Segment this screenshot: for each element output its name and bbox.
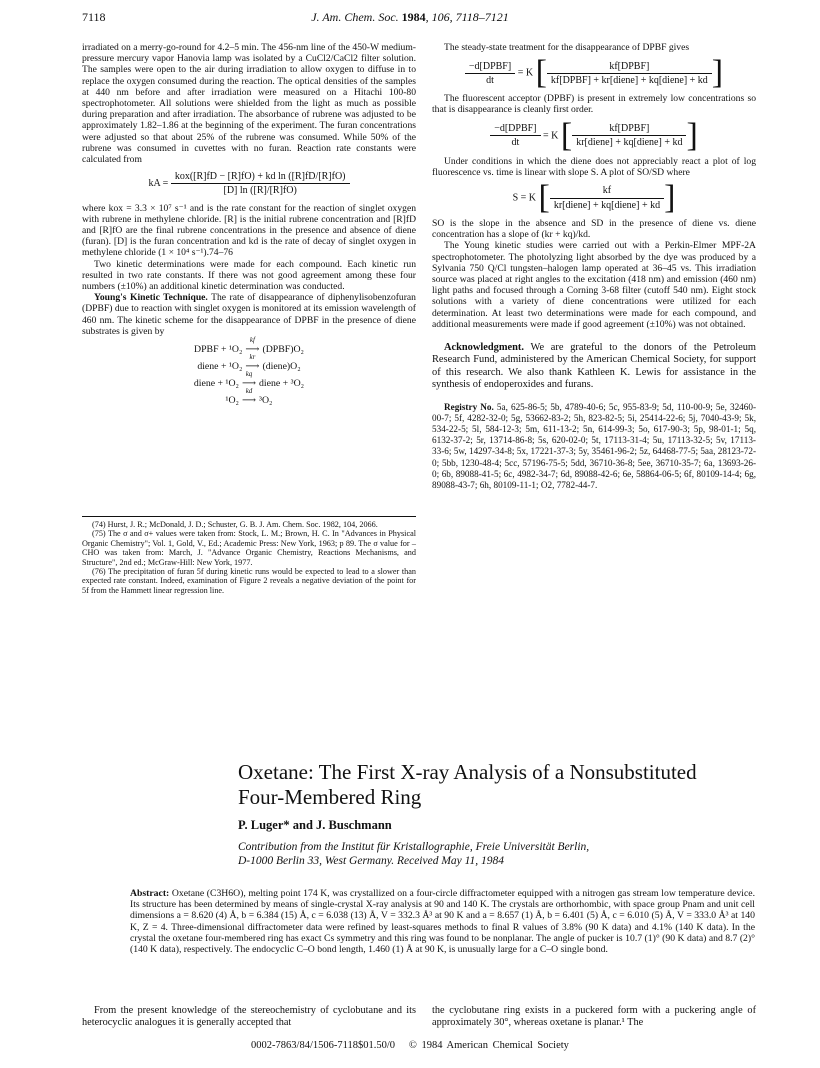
- scheme-product: (diene)O₂: [262, 361, 301, 373]
- eq3-k: = K: [543, 129, 559, 141]
- scheme-reactant: diene + ¹O₂: [197, 361, 243, 373]
- eq4-fraction: [550, 185, 664, 210]
- abstract-heading: Abstract:: [130, 888, 170, 899]
- eq4-num: kf: [602, 185, 612, 197]
- article-authors: P. Luger* and J. Buschmann: [238, 818, 392, 832]
- page-number: 7118: [82, 10, 106, 24]
- article-affiliation: [238, 840, 758, 868]
- title-line-2: Four-Membered Ring: [238, 785, 422, 809]
- running-header: [0, 10, 820, 25]
- journal-name: J. Am. Chem. Soc.: [311, 10, 399, 24]
- young-heading: Young's Kinetic Technique.: [94, 292, 208, 304]
- equation-4: S = K [ $\frac{kf}{\text{kr[diene] + kq[diene] + kd}}$ ]: [512, 179, 676, 217]
- equation-3: $\frac{\text{−d[DPBF]}}{dt}$ = K [ $\frac{\text{kf[DPBF]}}{\text{kr[diene] + kq[diene] + kd}}$ ]: [432, 122, 756, 150]
- eq1-denominator: [D] ln ([R]/[R]fO): [171, 183, 350, 196]
- right-para-3: Under conditions in which the diene does not appreciably react a plot of log fluorescence vs. time is linear with slope S. A plot of SO/SD where: [432, 155, 756, 178]
- scheme-arrow: kd ⟶: [242, 392, 256, 409]
- scheme-reactant: ¹O₂: [225, 395, 239, 407]
- footnote-75: (75) The σ and σ+ values were taken from: Stock, L. M.; Brown, H. C. In "Advances in Physical Organic Chemistry"; Vol. 1, Gold, V., Ed.; Academic Press: New York, 1963; p 89. The σ value for –CHO was taken from: March, J. "Advance Organic Chemistry, Reactions Mechanisms, and Structure", 2nd ed.; McGraw-Hill: New York, 1977.: [82, 529, 416, 567]
- footnote-74: (74) Hurst, J. R.; McDonald, J. D.; Schuster, G. B. J. Am. Chem. Soc. 1982, 104, 2066.: [92, 520, 378, 529]
- registry-text: 5a, 625-86-5; 5b, 4789-40-6; 5c, 955-83-9; 5d, 110-00-9; 5e, 32460-00-7; 5f, 4282-32-0; 5g, 53662-83-2; 5h, 823-82-5; 5i, 25414-22-6; 5j, 7040-43-9; 5k, 534-22-5; 5l, 584-12-3; 5m, 611-13-2; 5n, 614-99-3; 5o, 617-90-3; 5p, 98-01-1; 5q, 6132-37-2; 5r, 13714-86-8; 5s, 620-02-0; 5t, 17113-31-4; 5u, 17113-32-5; 5v, 17113-33-6; 5w, 14297-34-8; 5x, 17221-37-3; 5y, 35461-96-2; 5z, 64468-77-5; 5aa, 28123-72-0; 5bb, 1230-48-4; 5cc, 57196-75-5; 5dd, 36710-36-8; 5ee, 36710-35-7; 6a, 13693-26-0; 6b, 89088-41-5; 6c, 4982-34-7; 6d, 89088-42-6; 6e, 58864-06-5; 6f, 80109-14-4; 6g, 89088-43-7; 6h, 80109-11-1; O2, 7782-44-7.: [432, 401, 756, 491]
- eq2-fraction: [547, 61, 712, 86]
- equation-2: $\frac{\text{−d[DPBF]}}{dt}$ = K [ $\frac{\text{kf[DPBF]}}{\text{kf[DPBF] + kr[diene] + kq[diene] + kd}}$ ]: [432, 59, 756, 87]
- right-para-2: The fluorescent acceptor (DPBF) is present in extremely low concentrations so that is disappearance is cleanly first order.: [432, 93, 756, 116]
- scheme-product: (DPBF)O₂: [262, 344, 304, 356]
- eq4-den: kr[diene] + kq[diene] + kd: [550, 198, 664, 211]
- journal-year: 1984: [401, 10, 426, 24]
- scheme-reactant: diene + ¹O₂: [193, 378, 239, 390]
- footnote-76: (76) The precipitation of furan 5f during kinetic runs would be expected to lead to a slower than expected rate constant. Indeed, examination of Figure 2 reveals a negative deviation of the point for 5f from the Hammett linear regression line.: [82, 567, 416, 595]
- equation-ka: [82, 171, 416, 196]
- scheme-arrow: kr ⟶: [245, 358, 259, 375]
- right-column: [432, 42, 756, 491]
- body-left: From the present knowledge of the stereochemistry of cyclobutane and its heterocyclic analogues it is generally accepted that: [82, 1005, 416, 1029]
- rate-constant: kr: [249, 353, 256, 362]
- acknowledgment: [432, 342, 756, 392]
- footnote-rule: [82, 516, 416, 517]
- eq2-num: kf[DPBF]: [609, 60, 650, 72]
- body-right: the cyclobutane ring exists in a puckered form with a puckering angle of approximately 30°, whereas oxetane is planar.¹ The: [432, 1005, 756, 1029]
- rate-constant: kq: [245, 370, 253, 379]
- abstract-text: Oxetane (C3H6O), melting point 174 K, was crystallized on a four-circle diffractometer equipped with a nitrogen gas stream low temperature device. Its structure has been determined by means of single-crystal X-ray analysis at 90 and 140 K. The crystals are orthorhombic, with space group Pnam and unit cell dimensions a = 8.620 (4) Å, b = 6.384 (15) Å, c = 6.038 (13) Å, V = 332.3 Å³ at 90 K and a = 8.657 (1) Å, b = 6.401 (5) Å, c = 6.010 (5) Å, V = 333.0 Å³ at 140 K, Z = 4. Three-dimensional diffractometer data were refined by least-squares methods to final R values of 3.8% (90 K data) and 4.1% (140 K data). In the crystal the oxetane four-membered ring has exact Cs symmetry and this ring was found to be nonplanar. The angle of pucker is 10.7 (1)° (90 K data) and 8.7 (2)° (140 K data), respectively. The endocyclic C–O bond length, 1.460 (1) Å at 90 K, is unusually large for a C–O single bond.: [130, 888, 755, 956]
- left-column: [82, 42, 416, 413]
- journal-volume-pages: , 106, 7118–7121: [425, 10, 509, 24]
- rate-constant: kf: [249, 336, 255, 345]
- affil-line-1: Contribution from the Institut für Kristallographie, Freie Universität Berlin,: [238, 841, 590, 853]
- scheme-product: diene + ³O₂: [259, 378, 305, 390]
- young-text: The rate of disappearance of diphenylisobenzofuran (DPBF) due to reaction with singlet oxygen is monitored at its emission wavelength of 460 nm. The kinetic scheme for the disappearance of DPBF in the presence of diene substrates is given by: [82, 292, 416, 337]
- eq2-k: = K: [517, 67, 534, 79]
- left-para-3: Two kinetic determinations were made for each compound. Each kinetic run resulted in two rate constants. If there was not good agreement among these four numbers (±10%) an additional kinetic determination was conducted.: [82, 258, 416, 293]
- title-line-1: Oxetane: The First X-ray Analysis of a Nonsubstituted: [238, 760, 697, 784]
- kinetic-scheme: [82, 336, 416, 409]
- ack-heading: Acknowledgment.: [444, 342, 524, 354]
- eq3-lhs-den: dt: [490, 135, 540, 148]
- eq3-lhs: [490, 123, 540, 148]
- eq3-den: kr[diene] + kq[diene] + kd: [572, 135, 686, 148]
- eq2-lhs: [465, 61, 515, 86]
- eq2-lhs-den: dt: [465, 73, 515, 86]
- scheme-reactant: DPBF + ¹O₂: [194, 344, 243, 356]
- eq3-num: kf[DPBF]: [609, 122, 650, 134]
- eq4-lhs: S = K: [512, 192, 537, 204]
- registry-numbers: [432, 402, 756, 492]
- left-para-1: irradiated on a merry-go-round for 4.2–5 min. The 456-nm line of the 450-W medium-pressure mercury vapor Hanovia lamp was isolated by a CuCl2/CaCl2 filter solution. The samples were open to the air during irradiation to allow oxygen to diffuse in to replace the oxygen consumed during the reaction. The optical densities of the samples at 440 nm before and after irradiation were measured on a Hitachi 100-80 spectrophotometer. All solutions were shielded from the light as much as possible during preparation and after irradiation. The absorbance of rubrene was adjusted to be approximately 1.82–1.86 at the beginning of the experiment. The furan concentrations were adjusted so that about 25% of the rubrene was consumed. While 50% of the rubrene was consumed in cuvettes with no furan. Reaction rate constants were calculated from: [82, 42, 416, 166]
- rate-constant: kd: [245, 387, 253, 396]
- right-para-5: The Young kinetic studies were carried out with a Perkin-Elmer MPF-2A spectrophotometer. The photolyzing light absorbed by the dye was produced by a Sylvania 750 Q/Cl tungsten–halogen lamp operated at 36–45 vs. This irradiation source was placed at right angles to the excitation (418 nm) and emission (460 nm) light paths and focused through a Corning 3-68 filter (cutoff 540 nm). Eight stock solutions with a variety of diene concentrations were utilized for each determination. At least two determinations were made for each compound, and additional measurements were made if good agreement (±10%) was not obtained.: [432, 240, 756, 330]
- page-footer: [0, 1040, 820, 1051]
- scheme-step: [82, 387, 416, 409]
- footer-code: 0002-7863/84/1506-7118$01.50/0: [251, 1040, 396, 1051]
- left-para-4: [82, 292, 416, 337]
- eq3-fraction: [572, 123, 686, 148]
- eq1-numerator: kox([R]fD − [R]fO) + kd ln ([R]fD/[R]fO): [174, 171, 346, 183]
- eq2-lhs-num: −d[DPBF]: [468, 60, 512, 72]
- affil-line-2: D-1000 Berlin 33, West Germany. Received May 11, 1984: [238, 855, 505, 867]
- scheme-arrow: kf ⟶: [245, 341, 259, 358]
- article-title: [238, 760, 778, 810]
- eq1-fraction: [171, 171, 350, 196]
- abstract: [130, 888, 755, 955]
- scheme-arrow: kq ⟶: [242, 375, 256, 392]
- eq1-lhs: kA =: [148, 178, 169, 190]
- right-para-1: The steady-state treatment for the disappearance of DPBF gives: [444, 42, 690, 53]
- ack-text: We are grateful to the donors of the Petroleum Research Fund, administered by the American Chemical Society, for support of this research. We also thank Kathleen K. Lewis for assistance in the synthesis of endoperoxides and furans.: [432, 342, 756, 391]
- scheme-product: ³O₂: [259, 395, 273, 407]
- footer-copyright: © 1984 American Chemical Society: [408, 1040, 569, 1051]
- registry-heading: Registry No.: [444, 401, 494, 412]
- eq2-den: kf[DPBF] + kr[diene] + kq[diene] + kd: [547, 73, 712, 86]
- left-para-2: where kox = 3.3 × 10⁷ s⁻¹ and is the rate constant for the reaction of singlet oxygen with rubrene in methylene chloride. [R] is the initial rubrene concentration and [R]fD and [R]fO are the final rubrene concentrations in the presence and absence of diene (furan). [D] is the furan concentration and kd is the rate of decay of singlet oxygen in methylene chloride (1 × 10⁴ s⁻¹).74–76: [82, 202, 416, 259]
- right-para-4: SO is the slope in the absence and SD in the presence of diene vs. diene concentration has a slope of (kr + kq)/kd.: [432, 218, 756, 241]
- footnotes: [82, 520, 416, 595]
- eq3-lhs-num: −d[DPBF]: [494, 122, 537, 134]
